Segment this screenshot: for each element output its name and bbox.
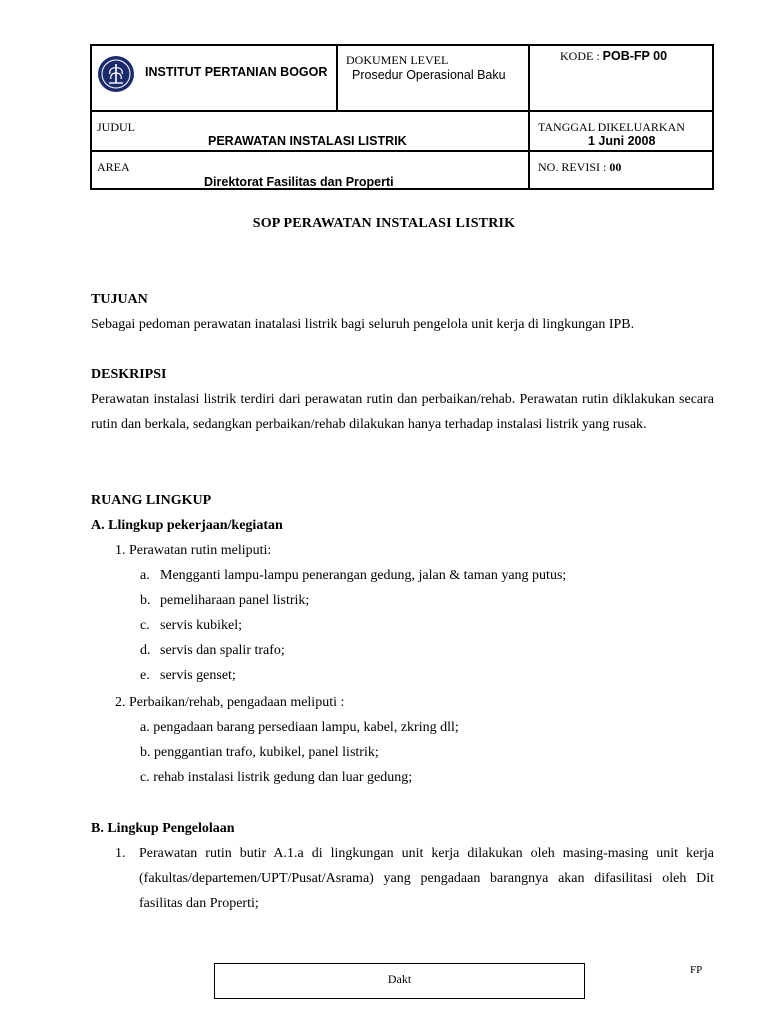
list-item — [140, 563, 566, 588]
judul-label: JUDUL — [97, 120, 135, 134]
header-row-divider — [92, 150, 712, 152]
revisi-field — [538, 160, 621, 175]
list-item — [140, 588, 309, 613]
list-item-1: 1. Perawatan rutin meliputi: — [115, 543, 272, 558]
lingkup-a-heading: A. Llingkup pekerjaan/kegiatan — [91, 518, 283, 533]
list-item-2: 2. Perbaikan/rehab, pengadaan meliputi : — [115, 695, 345, 710]
doc-level-value: Prosedur Operasional Baku — [352, 68, 506, 82]
lingkup-b-heading: B. Lingkup Pengelolaan — [91, 821, 235, 836]
footer-right-text: FP — [690, 964, 703, 973]
tanggal-label: TANGGAL DIKELUARKAN — [538, 120, 685, 134]
header-row-divider — [92, 110, 712, 112]
list-marker: a. — [140, 568, 150, 583]
ruang-lingkup-heading: RUANG LINGKUP — [91, 493, 212, 508]
header-col-divider — [336, 46, 338, 110]
list-item — [140, 613, 242, 638]
list-item: b. penggantian trafo, kubikel, panel listrik; — [140, 745, 379, 760]
area-label: AREA — [97, 160, 130, 174]
list-item — [140, 663, 236, 688]
deskripsi-heading: DESKRIPSI — [91, 367, 167, 382]
kode-value: POB-FP 00 — [602, 49, 668, 63]
list-marker: c. — [140, 618, 150, 633]
list-text: servis kubikel; — [160, 618, 243, 633]
header-col-divider — [528, 46, 530, 190]
list-marker: d. — [140, 643, 151, 658]
list-item: c. rehab instalasi listrik gedung dan luar gedung; — [140, 770, 413, 785]
tanggal-value: 1 Juni 2008 — [588, 134, 656, 148]
deskripsi-text: Perawatan instalasi listrik terdiri dari perawatan rutin dan perbaikan/rehab. Perawatan rutin diklakukan secara rutin dan berkala, sedangkan perbaikan/rehab dilakukan hanya terhadap instalasi listrik yang rusak. — [91, 392, 714, 432]
kode-field — [560, 49, 667, 64]
ipb-logo-icon — [97, 55, 135, 93]
revisi-label: NO. REVISI : — [538, 160, 607, 174]
list-text: Mengganti lampu-lampu penerangan gedung, jalan & taman yang putus; — [160, 568, 567, 583]
list-marker: e. — [140, 668, 150, 683]
list-marker: b. — [140, 593, 151, 608]
tujuan-text: Sebagai pedoman perawatan inatalasi listrik bagi seluruh pengelola unit kerja di lingkungan IPB. — [91, 317, 635, 332]
judul-value: PERAWATAN INSTALASI LISTRIK — [208, 134, 407, 148]
area-value: Direktorat Fasilitas dan Properti — [204, 175, 394, 189]
document-header-table — [90, 44, 714, 190]
list-item — [140, 638, 285, 663]
list-marker: 1. — [115, 846, 126, 861]
footer-box — [214, 963, 585, 999]
list-text: servis genset; — [160, 668, 236, 683]
institution-name: INSTITUT PERTANIAN BOGOR — [145, 65, 328, 79]
doc-level-label: DOKUMEN LEVEL — [346, 53, 449, 67]
list-text: pemeliharaan panel listrik; — [160, 593, 310, 608]
list-item: a. pengadaan barang persediaan lampu, kabel, zkring dll; — [140, 720, 459, 735]
kode-label: KODE : — [560, 49, 600, 63]
lingkup-b-item-text: Perawatan rutin butir A.1.a di lingkungan unit kerja dilakukan oleh masing-masing unit kerja (fakultas/departemen/UPT/Pusat/Asrama) yang pengadaan barangnya akan difasilitasi oleh Dit fasilitas dan Properti; — [139, 846, 714, 911]
tujuan-heading: TUJUAN — [91, 292, 148, 307]
footer-text: Dakt — [387, 972, 412, 986]
document-title: SOP PERAWATAN INSTALASI LISTRIK — [252, 216, 516, 231]
revisi-value: 00 — [609, 160, 622, 174]
list-text: servis dan spalir trafo; — [160, 643, 285, 658]
